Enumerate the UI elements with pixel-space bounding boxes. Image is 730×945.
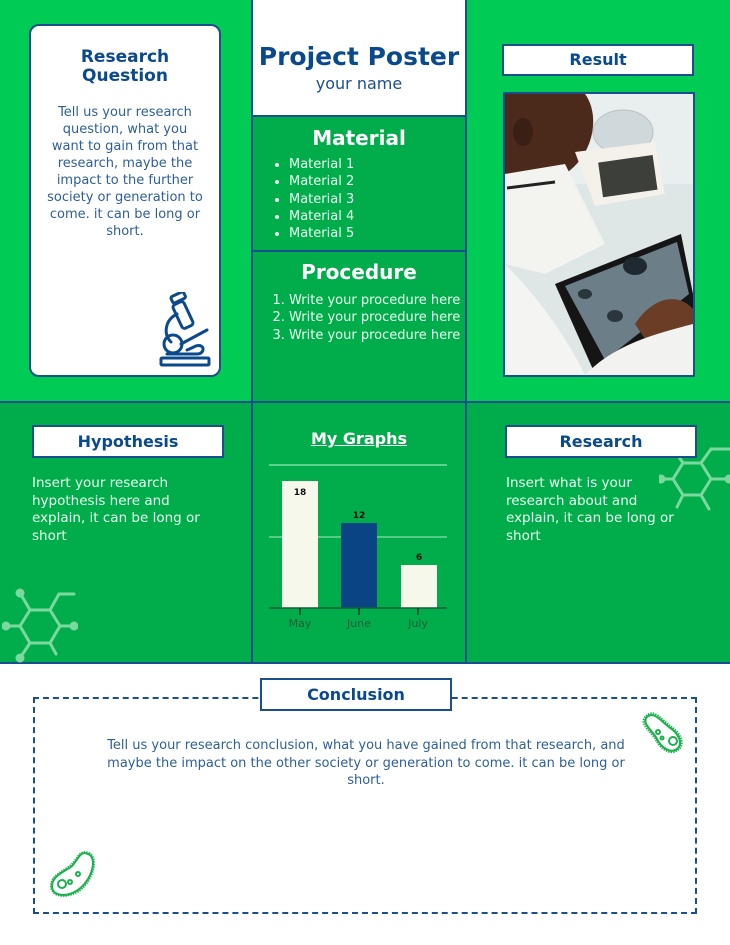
research-question-card xyxy=(29,24,221,377)
material-item: • Material 4 xyxy=(289,208,354,225)
graphs-title: My Graphs xyxy=(310,429,408,448)
procedure-panel xyxy=(251,252,467,402)
bar-july xyxy=(401,565,437,608)
research-question-body: Tell us your research question, what you want to gain from that research, maybe the impact to the further society or generation to come. it can be long or short. xyxy=(47,105,203,239)
scientist-tablet-image xyxy=(505,94,693,375)
graphs-panel xyxy=(251,401,467,664)
material-list xyxy=(273,156,354,242)
poster-title: Project Poster xyxy=(258,42,460,71)
procedure-list xyxy=(273,292,463,344)
research-panel xyxy=(467,401,730,664)
bacteria-icon xyxy=(640,710,686,754)
bar-may xyxy=(282,481,318,608)
material-title: Material xyxy=(312,126,406,150)
hypothesis-label: Hypothesis xyxy=(32,425,224,458)
hypothesis-body: Insert your research hypothesis here and explain, it can be long or short xyxy=(32,475,200,544)
material-item: • Material 2 xyxy=(289,173,354,190)
procedure-step: 1. Write your procedure here xyxy=(289,292,463,309)
svg-text:July: July xyxy=(408,617,428,630)
material-panel xyxy=(251,117,467,252)
molecule-icon xyxy=(2,588,78,664)
research-body: Insert what is your research about and explain, it can be long or short xyxy=(506,475,674,544)
svg-text:June: June xyxy=(347,617,371,630)
material-item: • Material 5 xyxy=(289,225,354,242)
material-item: • Material 3 xyxy=(289,191,354,208)
conclusion-label: Conclusion xyxy=(260,678,452,711)
svg-text:6: 6 xyxy=(415,553,423,563)
result-label: Result xyxy=(502,44,694,76)
bar-chart xyxy=(267,461,449,636)
svg-text:18: 18 xyxy=(293,488,307,498)
research-label: Research xyxy=(505,425,697,458)
poster-author: your name xyxy=(315,74,403,93)
material-item: • Material 1 xyxy=(289,156,354,173)
result-photo xyxy=(503,92,695,377)
research-question-title: Research Question xyxy=(80,47,170,86)
conclusion-body: Tell us your research conclusion, what you have gained from that research, and maybe the impact on the other society or generation to come. it can be long or short. xyxy=(107,738,625,788)
bar-june xyxy=(341,523,377,608)
bacteria-icon xyxy=(48,850,98,900)
research-question-panel xyxy=(0,0,251,402)
microscope-icon xyxy=(157,292,213,368)
procedure-title: Procedure xyxy=(301,260,417,284)
title-panel xyxy=(251,0,467,117)
svg-text:May: May xyxy=(288,617,312,630)
conclusion-box xyxy=(33,697,697,914)
hypothesis-panel xyxy=(0,401,251,664)
procedure-step: 3. Write your procedure here xyxy=(289,327,463,344)
svg-text:12: 12 xyxy=(352,511,366,521)
procedure-step: 2. Write your procedure here xyxy=(289,309,463,326)
